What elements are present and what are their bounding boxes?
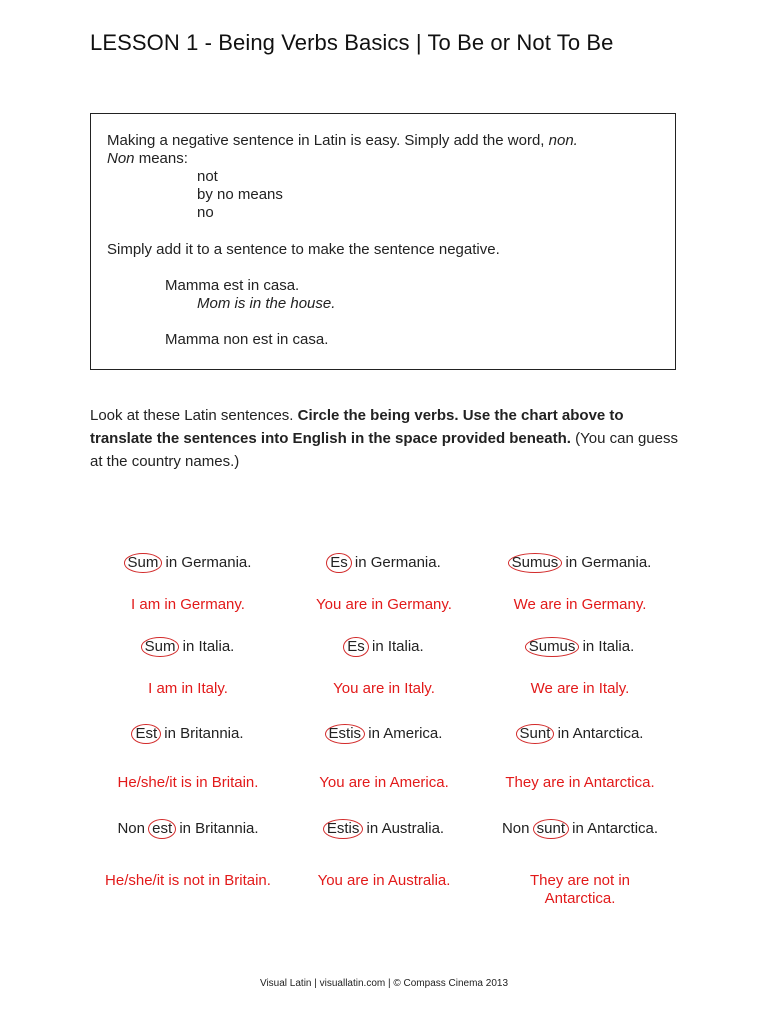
circled-verb: Estis <box>325 724 366 744</box>
english-answer: We are in Italy. <box>530 680 630 697</box>
circled-verb: est <box>148 819 176 839</box>
latin-sentence: Sum in Italia. <box>90 638 286 656</box>
box-line-2 <box>107 150 188 168</box>
box-line-2-text: means: <box>134 150 188 167</box>
latin-sentence: Es in Germania. <box>286 554 482 572</box>
box-line-1 <box>107 132 578 150</box>
english-answer: He/she/it is not in Britain. <box>105 872 271 889</box>
circled-verb: sunt <box>533 819 569 839</box>
circled-verb: Sum <box>141 637 180 657</box>
latin-sentence: Sumus in Italia. <box>482 638 678 656</box>
english-answer: You are in Germany. <box>316 596 452 613</box>
english-answer: He/she/it is in Britain. <box>117 774 259 791</box>
latin-sentence: Non est in Britannia. <box>117 820 259 837</box>
circled-verb: Sum <box>124 553 163 573</box>
english-answer: You are in America. <box>319 774 449 791</box>
english-answer: We are in Germany. <box>513 596 647 613</box>
latin-sentence: Sum in Germania. <box>90 554 286 572</box>
circled-verb: Sumus <box>525 637 580 657</box>
instructions-tail: (You can guess at the country names.) <box>90 430 678 470</box>
english-answer: You are in Australia. <box>317 872 451 889</box>
example-negative: Mamma non est in casa. <box>165 331 329 348</box>
latin-sentence: Non sunt in Antarctica. <box>501 820 659 837</box>
instructions <box>90 404 690 473</box>
english-answer: I am in Italy. <box>148 680 228 697</box>
circled-verb: Es <box>343 637 369 657</box>
circled-verb: Es <box>326 553 352 573</box>
example-english <box>197 295 335 313</box>
negation-info-box <box>90 113 676 370</box>
latin-sentence: Est in Britannia. <box>90 725 286 743</box>
circled-verb: Est <box>131 724 161 744</box>
english-answer: You are in Italy. <box>333 680 435 697</box>
english-answer: I am in Germany. <box>131 596 245 613</box>
circled-verb: Estis <box>323 819 364 839</box>
box-line-3: Simply add it to a sentence to make the sentence negative. <box>107 241 500 258</box>
footer: Visual Latin | visuallatin.com | © Compass Cinema 2013 <box>259 978 509 989</box>
box-line-1-word: non. <box>548 132 578 149</box>
latin-sentence: Es in Italia. <box>286 638 482 656</box>
page-title: LESSON 1 - Being Verbs Basics | To Be or Not To Be <box>90 30 614 55</box>
circled-verb: Sumus <box>508 553 563 573</box>
instructions-intro: Look at these Latin sentences. <box>90 407 298 424</box>
latin-sentence: Sumus in Germania. <box>482 554 678 572</box>
meaning-item: no <box>197 204 214 221</box>
instructions-bold: Circle the being verbs. Use the chart above to translate the sentences into English in the space provided beneath. <box>90 407 624 447</box>
example-english-text: Mom is in the house. <box>197 295 336 312</box>
circled-verb: Sunt <box>516 724 555 744</box>
latin-sentence: Estis in Australia. <box>286 820 482 838</box>
latin-sentence: Estis in America. <box>286 725 482 743</box>
meaning-item: not <box>197 168 218 185</box>
latin-sentence: Sunt in Antarctica. <box>482 725 678 743</box>
example-latin: Mamma est in casa. <box>165 277 300 294</box>
box-line-2-word: Non <box>107 150 135 167</box>
english-answer: They are in Antarctica. <box>505 774 655 791</box>
box-line-1-text: Making a negative sentence in Latin is easy. Simply add the word, <box>107 132 549 149</box>
english-answer: They are not in Antarctica. <box>529 872 631 907</box>
meaning-item: by no means <box>197 186 283 203</box>
